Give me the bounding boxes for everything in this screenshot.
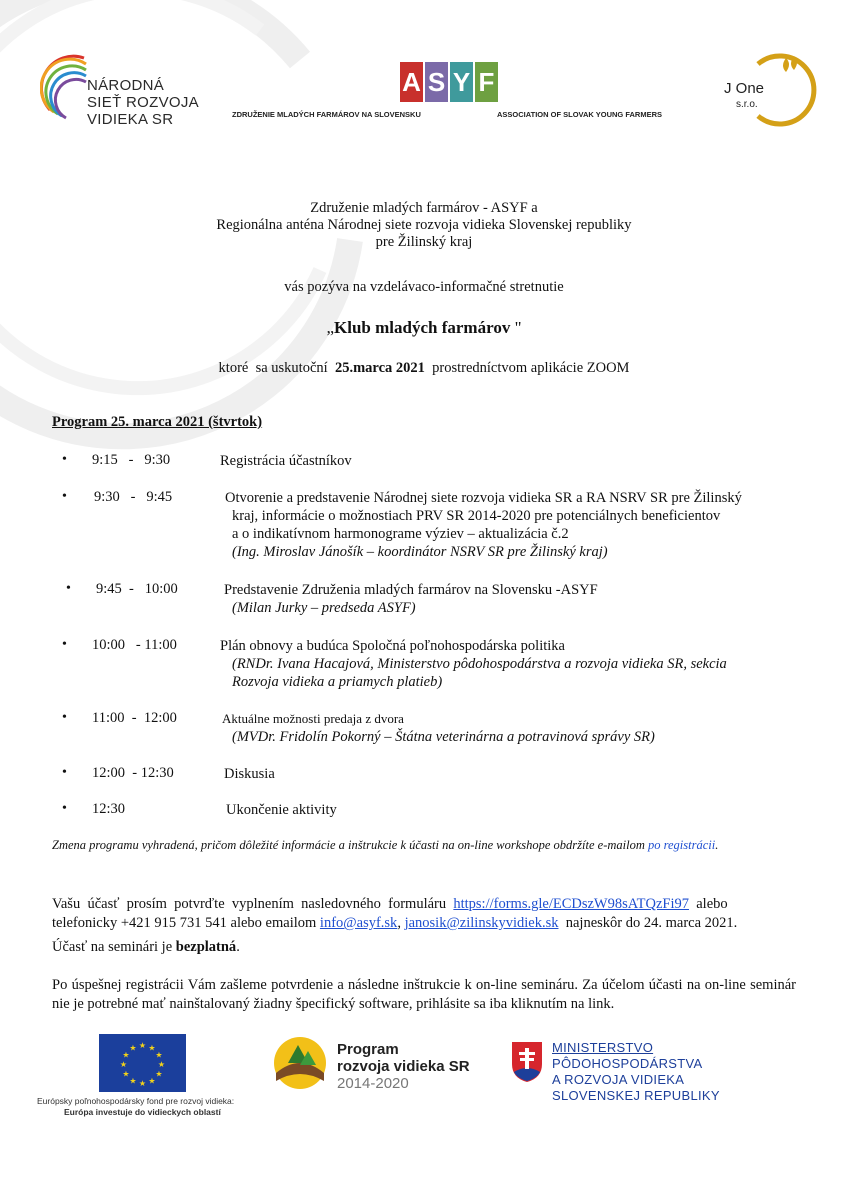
- svg-text:★: ★: [129, 1076, 137, 1086]
- program-time: 10:00 - 11:00: [92, 637, 177, 653]
- nsrv-logo: [40, 50, 210, 140]
- asyf-letter-y: Y: [450, 62, 473, 102]
- note-end: .: [715, 838, 719, 852]
- svg-text:★: ★: [148, 1043, 156, 1053]
- intro-line2: Regionálna anténa Národnej siete rozvoja vidieka Slovenskej republiky: [216, 217, 632, 233]
- program-note: [52, 838, 822, 853]
- ministry-text: [552, 1040, 720, 1104]
- contact-paragraph: [52, 895, 796, 933]
- program-time: 12:30: [92, 801, 126, 817]
- bullet: •: [66, 581, 71, 596]
- jone-name: J One: [724, 80, 765, 97]
- svg-text:★: ★: [148, 1076, 156, 1086]
- event-when: [0, 360, 848, 377]
- svg-text:★: ★: [138, 1079, 147, 1088]
- prv-line3: 2014-2020: [337, 1075, 409, 1092]
- asyf-subtitle-en: ASSOCIATION OF SLOVAK YOUNG FARMERS: [497, 110, 663, 119]
- contact-text: Vašu účasť prosím potvrďte vyplnením nasledovného formuláru: [52, 896, 454, 912]
- intro-invite: vás pozýva na vzdelávaco-informačné stretnutie: [284, 279, 564, 295]
- asyf-subtitle-sk: ZDRUŽENIE MLADÝCH FARMÁROV NA SLOVENSKU: [232, 110, 421, 119]
- free-end: .: [236, 939, 240, 955]
- program-item-label: Otvorenie a predstavenie Národnej siete rozvoja vidieka SR a RA NSRV SR pre Žilinský: [225, 490, 742, 506]
- when-post: prostredníctvom aplikácie ZOOM: [424, 360, 630, 376]
- svg-text:★: ★: [122, 1069, 130, 1079]
- bullet: •: [62, 452, 67, 467]
- slovak-coat-of-arms-icon: [510, 1040, 544, 1084]
- intro-line3: pre Žilinský kraj: [375, 234, 473, 250]
- asyf-letter-f: F: [475, 62, 498, 102]
- nsrv-line1: NÁRODNÁ: [87, 77, 165, 94]
- bullet: •: [62, 710, 67, 725]
- prv-logo-icon: [268, 1033, 334, 1093]
- program-heading: Program 25. marca 2021 (štvrtok): [52, 414, 263, 430]
- prv-logo-text: [337, 1041, 470, 1092]
- program-time: 12:00 - 12:30: [92, 765, 174, 781]
- program-time: 9:15 - 9:30: [92, 452, 171, 468]
- jone-suffix: s.r.o.: [736, 99, 758, 110]
- program-item-speaker: (RNDr. Ivana Hacajová, Ministerstvo pôdohospodárstva a rozvoja vidieka SR, sekcia: [232, 656, 727, 672]
- note-text: Zmena programu vyhradená, pričom dôležité informácie a inštrukcie k účasti na on-line workshope obdržíte e-mailom: [52, 838, 648, 852]
- free-bold: bezplatná: [175, 939, 237, 955]
- jone-logo: [724, 52, 824, 122]
- intro-line1: Združenie mladých farmárov - ASYF a: [310, 200, 538, 216]
- nsrv-arc-icon: [40, 50, 90, 130]
- program-item-label: Predstavenie Združenia mladých farmárov na Slovensku -ASYF: [224, 582, 598, 598]
- eu-caption-1: Európsky poľnohospodársky fond pre rozvoj vidieka:: [37, 1096, 235, 1106]
- program-item-speaker: (Ing. Miroslav Jánošík – koordinátor NSRV SR pre Žilinský kraj): [232, 544, 608, 560]
- program-item-label: kraj, informácie o možnostiach PRV SR 2014-2020 pre potenciálnych beneficientov: [232, 508, 721, 524]
- program-item-speaker: Rozvoja vidieka a priamych platieb): [232, 674, 443, 690]
- program-item-label: Ukončenie aktivity: [226, 802, 337, 818]
- invitation-header: [0, 200, 848, 251]
- eu-stars-icon: [99, 1034, 186, 1092]
- bullet: •: [62, 765, 67, 780]
- email-link-janosik[interactable]: janosik@zilinskyvidiek.sk: [404, 915, 559, 931]
- bullet: •: [62, 489, 67, 504]
- nsrv-line2: SIEŤ ROZVOJA: [87, 94, 199, 111]
- program-item-label: Aktuálne možnosti predaja z dvora: [222, 711, 404, 726]
- svg-text:★: ★: [138, 1041, 147, 1050]
- svg-text:★: ★: [129, 1043, 137, 1053]
- contact-phone-text: telefonicky +421 915 731 541 alebo emailom: [52, 915, 320, 931]
- bullet: •: [62, 637, 67, 652]
- program-item-speaker: (Milan Jurky – predseda ASYF): [232, 600, 416, 616]
- ministry-line3: A ROZVOJA VIDIEKA: [552, 1072, 685, 1087]
- eu-caption-2: Európa investuje do vidieckych oblastí: [64, 1107, 221, 1117]
- when-pre: ktoré sa uskutoční: [218, 360, 335, 376]
- bullet: •: [62, 801, 67, 816]
- ministry-line4: SLOVENSKEJ REPUBLIKY: [552, 1088, 720, 1103]
- svg-text:★: ★: [155, 1069, 163, 1079]
- ministry-line1: MINISTERSTVO: [552, 1040, 654, 1055]
- program-time: 9:30 - 9:45: [94, 489, 173, 505]
- nsrv-line3: VIDIEKA SR: [87, 111, 174, 128]
- note-registration-link[interactable]: po registrácii: [647, 838, 716, 852]
- program-item-label: Diskusia: [224, 766, 275, 782]
- program-item-label: a o indikatívnom harmonograme výziev – aktualizácia č.2: [232, 526, 569, 542]
- asyf-letter-a: A: [400, 62, 423, 102]
- form-link[interactable]: https://forms.gle/ECDszW98sATQzFi97: [453, 896, 689, 912]
- ministry-line2: PÔDOHOSPODÁRSTVA: [552, 1056, 703, 1071]
- title-close-quote: ": [510, 318, 522, 337]
- svg-text:★: ★: [157, 1060, 166, 1069]
- email-link-asyf[interactable]: info@asyf.sk: [319, 915, 398, 931]
- free-text: Účasť na seminári je: [52, 939, 176, 955]
- program-time: 9:45 - 10:00: [96, 581, 178, 597]
- contact-text-mid: alebo: [688, 896, 728, 912]
- svg-text:★: ★: [122, 1050, 130, 1060]
- svg-text:★: ★: [155, 1050, 163, 1060]
- svg-text:★: ★: [119, 1060, 128, 1069]
- event-title: [0, 318, 848, 338]
- eu-flag: [99, 1034, 186, 1092]
- program-item-label: Registrácia účastníkov: [220, 453, 352, 469]
- program-time: 11:00 - 12:00: [92, 710, 177, 726]
- asyf-letter-s: S: [425, 62, 448, 102]
- prv-line1: Program: [337, 1041, 399, 1058]
- after-registration-paragraph: Po úspešnej registrácii Vám zašleme potvrdenie a následne inštrukcie k on-line semináru. Za účelom účasti na on-line seminár nie je potrebné mať nainštalovaný žiadny špecifický software, prihlásite sa iba kliknutím na link.: [52, 977, 796, 1012]
- when-date: 25.marca 2021: [334, 360, 425, 376]
- free-paragraph: [52, 938, 796, 957]
- program-item-label: Plán obnovy a budúca Spoločná poľnohospodárska politika: [220, 638, 565, 654]
- program-item-speaker: (MVDr. Fridolín Pokorný – Štátna veterinárna a potravinová správy SR): [232, 729, 655, 745]
- contact-deadline: najneskôr do 24. marca 2021.: [558, 915, 738, 931]
- contact-comma: ,: [397, 915, 405, 931]
- prv-line2: rozvoja vidieka SR: [337, 1058, 470, 1075]
- title-open-quote: „: [326, 318, 335, 337]
- title-text: Klub mladých farmárov: [334, 318, 511, 337]
